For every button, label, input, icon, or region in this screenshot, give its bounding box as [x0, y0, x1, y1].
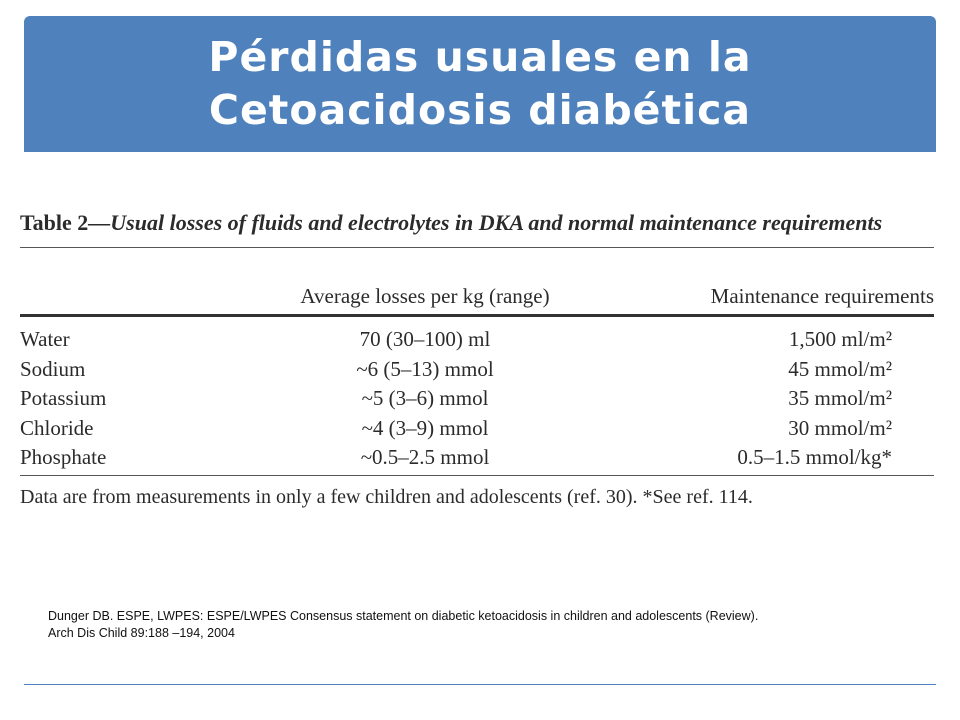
row-average-loss: ~0.5–2.5 mmol — [360, 445, 490, 469]
table-body — [20, 317, 934, 475]
table-caption — [20, 205, 934, 247]
slide-title — [24, 16, 936, 152]
table-header-row — [20, 278, 934, 314]
header-cell-average-losses: Average losses per kg (range) — [300, 284, 550, 308]
citation — [48, 608, 928, 642]
footer-divider — [24, 684, 936, 685]
row-maintenance: 45 mmol/m² — [788, 356, 892, 381]
slide-title-line-1: Pérdidas usuales en la — [208, 33, 752, 81]
row-label: Water — [20, 327, 70, 351]
row-label: Chloride — [20, 415, 94, 440]
table-row — [20, 414, 934, 444]
table-row — [20, 355, 934, 385]
citation-line-2: Arch Dis Child 89:188 –194, 2004 — [48, 626, 235, 640]
row-average-loss: ~4 (3–9) mmol — [361, 415, 489, 440]
table-row — [20, 384, 934, 414]
row-average-loss: ~6 (5–13) mmol — [356, 356, 494, 381]
table-figure — [20, 205, 934, 512]
row-maintenance: 0.5–1.5 mmol/kg* — [737, 445, 892, 469]
citation-line-1: Dunger DB. ESPE, LWPES: ESPE/LWPES Consensus statement on diabetic ketoacidosis in children and adolescents (Review). — [48, 609, 759, 623]
row-average-loss: 70 (30–100) ml — [359, 327, 491, 351]
row-maintenance: 35 mmol/m² — [788, 386, 892, 410]
row-label: Potassium — [20, 386, 107, 410]
slide-title-line-2: Cetoacidosis diabética — [208, 86, 752, 134]
table-footnote: Data are from measurements in only a few children and adolescents (ref. 30). *See ref. 114. — [20, 485, 753, 508]
row-average-loss: ~5 (3–6) mmol — [361, 386, 489, 410]
row-maintenance: 1,500 ml/m² — [788, 327, 892, 351]
header-cell-name — [20, 278, 250, 314]
row-maintenance: 30 mmol/m² — [788, 415, 892, 440]
row-label: Sodium — [20, 356, 86, 381]
header-cell-maintenance: Maintenance requirements — [710, 284, 934, 308]
caption-rule — [20, 247, 934, 248]
table-row — [20, 325, 934, 355]
row-label: Phosphate — [20, 445, 107, 469]
table-row — [20, 443, 934, 473]
table-caption-text: —Usual losses of fluids and electrolytes in DKA and normal maintenance requirements — [88, 210, 883, 235]
table-caption-number: Table 2 — [20, 210, 89, 235]
